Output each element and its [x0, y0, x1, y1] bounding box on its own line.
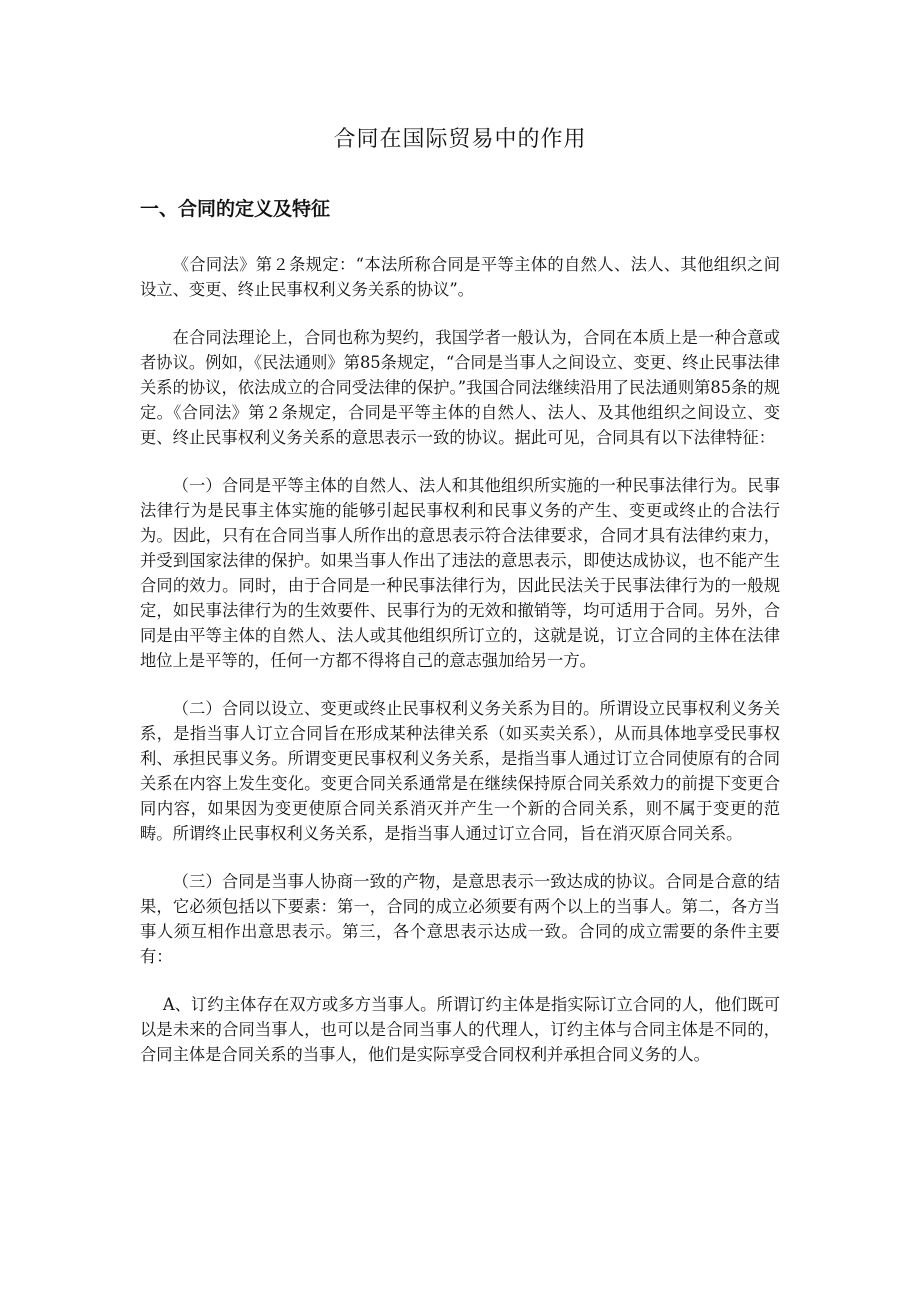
paragraph-condition-a: A、订约主体存在双方或多方当事人。所谓订约主体是指实际订立合同的人，他们既可以是未来的合同当事人，也可以是合同当事人的代理人，订约主体与合同主体是不同的，合同主体是合同关系的当事人，他们是实际享受合同权利并承担合同义务的人。	[140, 995, 780, 1064]
paragraph-definition: 《合同法》第２条规定：“本法所称合同是平等主体的自然人、法人、其他组织之间设立、变更、终止民事权利义务关系的协议”。	[140, 255, 780, 299]
document-body	[140, 252, 780, 1067]
paragraph-feature-three: （三）合同是当事人协商一致的产物，是意思表示一致达成的协议。合同是合意的结果，它必须包括以下要素：第一，合同的成立必须要有两个以上的当事人。第二，各方当事人须互相作出意思表示。第三，各个意思表示达成一致。合同的成立需要的条件主要有：	[140, 872, 780, 966]
document-title: 合同在国际贸易中的作用	[333, 127, 587, 152]
paragraph-feature-two: （二）合同以设立、变更或终止民事权利义务关系为目的。所谓设立民事权利义务关系，是指当事人订立合同旨在形成某种法律关系（如买卖关系），从而具体地享受民事权利、承担民事义务。所谓变更民事权利义务关系，是指当事人通过订立合同使原有的合同关系在内容上发生变化。变更合同关系通常是在继续保持原合同关系效力的前提下变更合同内容，如果因为变更使原合同关系消灭并产生一个新的合同关系，则不属于变更的范畴。所谓终止民事权利义务关系，是指当事人通过订立合同，旨在消灭原合同关系。	[140, 699, 780, 843]
section-heading: 一、合同的定义及特征	[140, 198, 331, 220]
paragraph-theory: 在合同法理论上，合同也称为契约，我国学者一般认为，合同在本质上是一种合意或者协议。例如，《民法通则》第85条规定，“合同是当事人之间设立、变更、终止民事法律关系的协议，依法成立的合同受法律的保护。”我国合同法继续沿用了民法通则第85条的规定。《合同法》第２条规定，合同是平等主体的自然人、法人、及其他组织之间设立、变更、终止民事权利义务关系的意思表示一致的协议。据此可见，合同具有以下法律特征：	[140, 328, 780, 447]
paragraph-feature-one: （一）合同是平等主体的自然人、法人和其他组织所实施的一种民事法律行为。民事法律行为是民事主体实施的能够引起民事权利和民事义务的产生、变更或终止的合法行为。因此，只有在合同当事人所作出的意思表示符合法律要求，合同才具有法律约束力，并受到国家法律的保护。如果当事人作出了违法的意思表示，即使达成协议，也不能产生合同的效力。同时，由于合同是一种民事法律行为，因此民法关于民事法律行为的一般规定，如民事法律行为的生效要件、民事行为的无效和撤销等，均可适用于合同。另外，合同是由平等主体的自然人、法人或其他组织所订立的，这就是说，订立合同的主体在法律地位上是平等的，任何一方都不得将自己的意志强加给另一方。	[140, 476, 780, 670]
